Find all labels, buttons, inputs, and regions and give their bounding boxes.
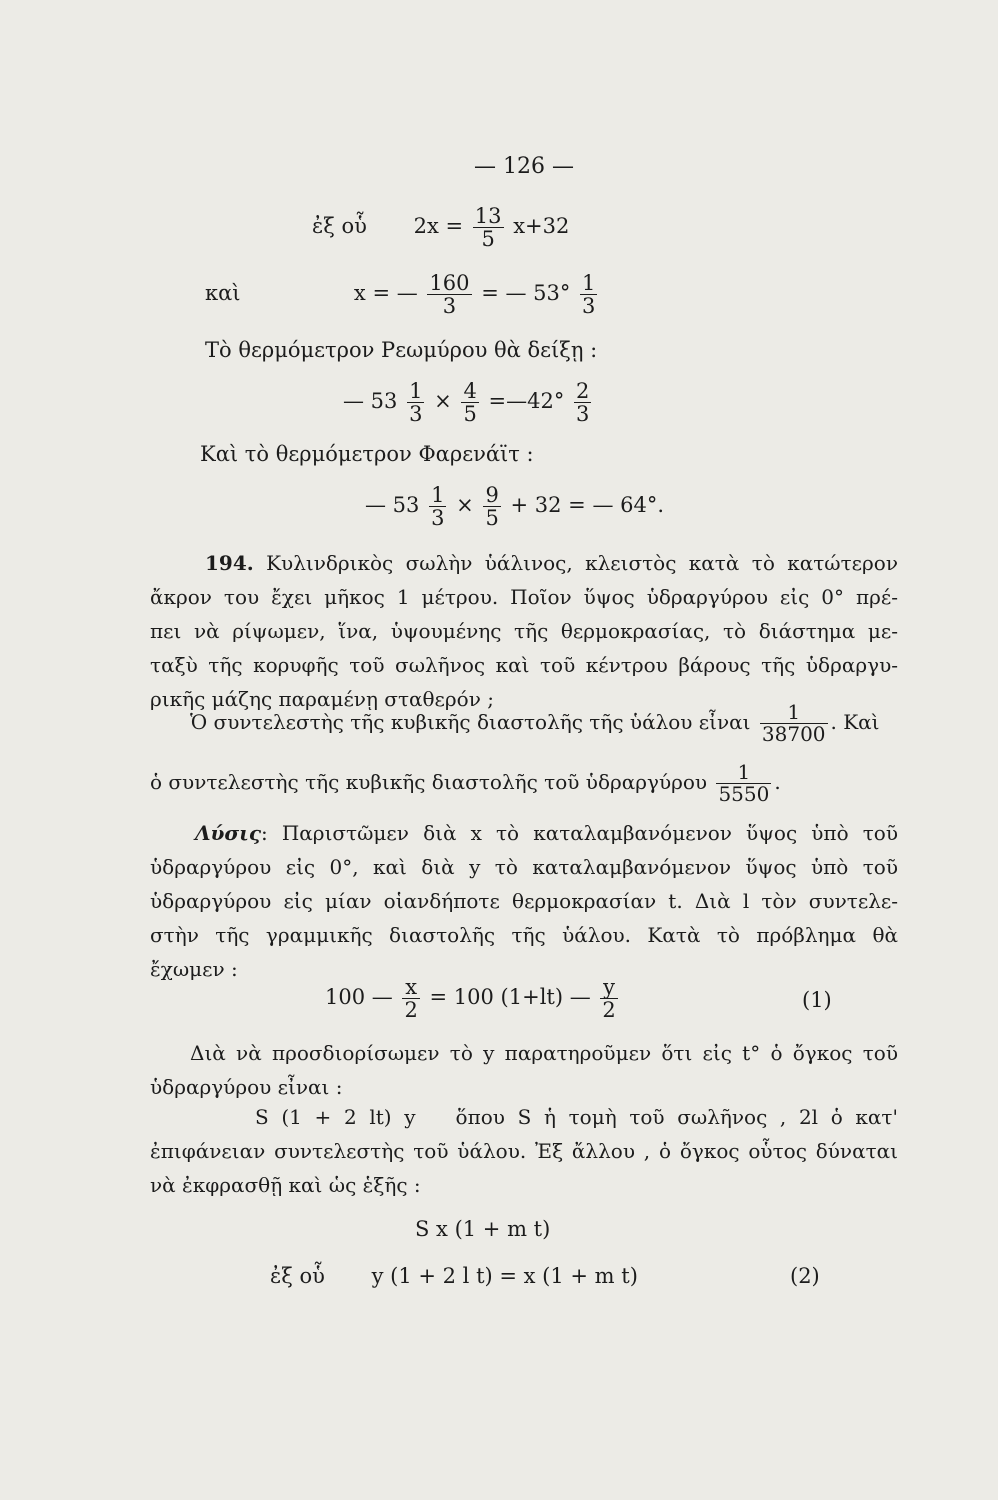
equation-6: S x (1 + m t) [415,1217,551,1241]
fahrenheit-intro: Καὶ τὸ θερμόμετρον Φαρενάϊτ : [200,442,534,466]
coef-glass: Ὁ συντελεστὴς τῆς κυβικῆς διαστολῆς τῆς ὑάλου εἶναι $\frac{1}{38700}$ . Καὶ [190,700,880,746]
paragraph-3: S (1 + 2 lt) y ὅπου S ἡ τομὴ τοῦ σωλῆνος , 2l ὁ κατ' ἐπιφάνειαν συντελεστὴς τοῦ ὑάλου. Ἐξ ἄλλου , ὁ ὄγκος οὗτος δύναται νὰ ἐκφρασθῇ καὶ ὡς ἑξῆς : [150,1105,898,1197]
solution-label: Λύσις [195,821,261,845]
coef-mercury-fraction: $\frac{1}{5550}$ [718,760,770,806]
coef-mercury: ὁ συντελεστὴς τῆς κυβικῆς διαστολῆς τοῦ ὑδραργύρου $\frac{1}{5550}$ . [150,760,781,806]
equation-7-label: (2) [790,1264,820,1288]
eq2-prefix: καὶ [205,281,241,306]
eq4-tail: + 32 = — 64°. [510,493,665,518]
equation-5 [325,976,621,1021]
problem-statement: 194. Κυλινδρικὸς σωλὴν ὑάλινος, κλειστὸς κατὰ τὸ κατώτερον ἄκρον του ἔχει μῆκος 1 μέτρου. Ποῖον ὕψος ὑδραργύρου εἰς 0° πρέ- πει νὰ ρίψωμεν, ἵνα, ὑψουμένης τῆς θερμοκρασίας, τὸ διάστημα με- ταξὺ τῆς κορυφῆς τοῦ σωλῆνος καὶ τοῦ κέντρου βάρους τῆς ὑδραργυ- ρικῆς μάζης παραμένῃ σταθερόν ; [150,551,898,711]
eq1-prefix: ἐξ οὗ [312,214,367,239]
equation-1 [312,205,569,250]
volume-formula: S (1 + 2 lt) y [255,1105,416,1129]
eq1-fraction: $\frac{13}{5}$ [474,204,502,252]
equation-3 [343,380,594,425]
eq2-fraction: $\frac{160}{3}$ [429,271,470,319]
paragraph-2: Διὰ νὰ προσδιορίσωμεν τὸ y παρατηροῦμεν ὅτι εἰς t° ὁ ὄγκος τοῦ ὑδραργύρου εἶναι : [150,1041,898,1099]
eq3-fraction-3: $\frac{2}{3}$ [576,379,590,427]
equation-4 [365,484,664,529]
page-number: — 126 — [474,154,574,179]
problem-number: 194. [205,551,254,575]
eq2-mid: = — 53° [481,281,571,306]
eq2-lhs: x = — [353,281,418,306]
eq3-fraction-1: $\frac{1}{3}$ [409,379,423,427]
eq7-body: y (1 + 2 l t) = x (1 + m t) [371,1264,638,1288]
eq4-fraction-1: $\frac{1}{3}$ [431,483,445,531]
eq1-rhs: x+32 [513,214,570,239]
times-sign: × [456,493,474,518]
eq5-fraction-1: $\frac{x}{2}$ [404,975,418,1023]
eq3-mid: =—42° [488,389,565,414]
coef-glass-fraction: $\frac{1}{38700}$ [761,700,826,746]
eq5-lead: 100 — [325,985,393,1010]
eq4-lead: — 53 [365,493,420,518]
eq3-fraction-2: $\frac{4}{5}$ [463,379,477,427]
solution-paragraph: Λύσις: Παριστῶμεν διὰ x τὸ καταλαμβανόμενον ὕψος ὑπὸ τοῦ ὑδραργύρου εἰς 0°, καὶ διὰ y τὸ καταλαμβανόμενον ὕψος ὑπὸ τοῦ ὑδραργύρου εἰς μίαν οἱανδήποτε θερμοκρασίαν t. Διὰ l τὸν συντελε- στὴν τῆς γραμμικῆς διαστολῆς τῆς ὑάλου. Κατὰ τὸ πρόβλημα θὰ ἔχωμεν : [150,821,898,981]
eq1-lhs: 2x = [413,214,464,239]
eq3-lead: — 53 [343,389,398,414]
eq5-mid: = 100 (1+lt) — [429,985,591,1010]
eq7-prefix: ἐξ οὗ [270,1264,325,1288]
reaumur-intro: Τὸ θερμόμετρον Ρεωμύρου θὰ δείξῃ : [205,338,598,362]
eq4-fraction-2: $\frac{9}{5}$ [485,483,499,531]
equation-5-label: (1) [802,988,832,1012]
eq5-fraction-2: $\frac{y}{2}$ [602,975,616,1023]
times-sign: × [434,389,452,414]
equation-7 [270,1266,638,1287]
equation-2 [205,272,600,317]
eq2-fraction-2: $\frac{1}{3}$ [582,271,596,319]
